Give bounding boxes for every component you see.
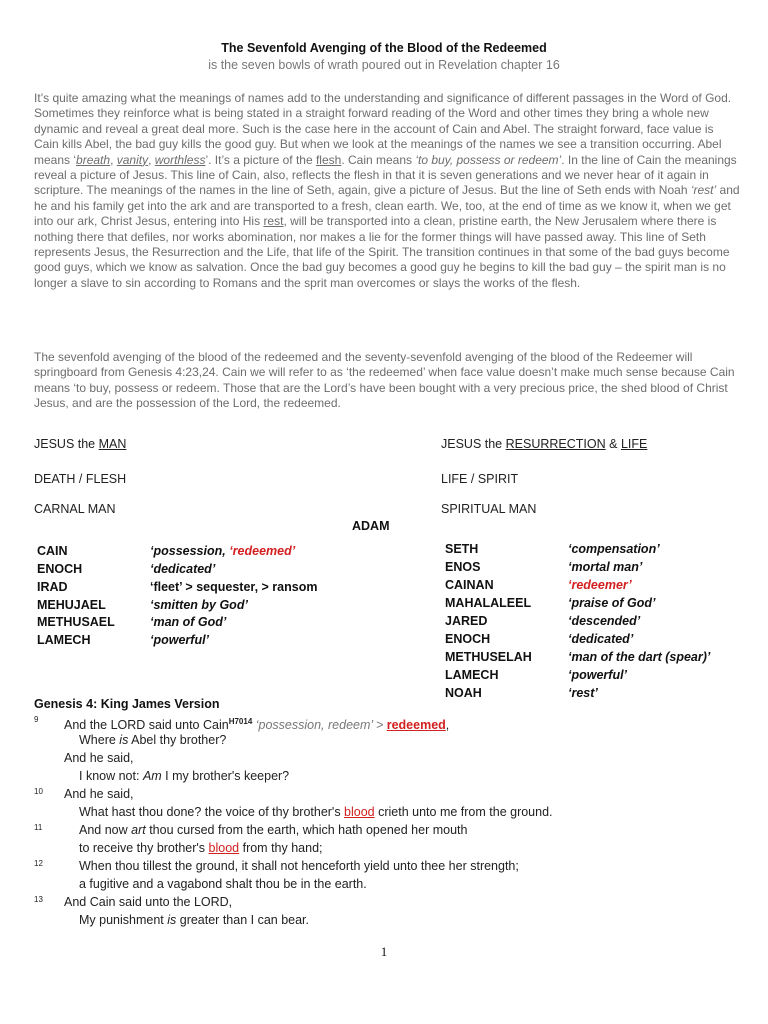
intro-paragraph: It’s quite amazing what the meanings of names add to the understanding and significance of different passages in the Word of God. Sometimes they reinforce what is being stated in a straight forward reading of the Word and other times they bring a whole new dynamic and reveal a great deal more. Such is the case here in the account of Cain and Abel. The straight forward, face value is Cain kills Abel, the bad guy kills the good guy. But when we look at the meanings of the names we see a transition occurring. Abel means ‘breath, vanity, worthless’. It’s a picture of the flesh. Cain means ‘to buy, possess or redeem’. In the line of Cain the meanings reveal a picture of Jesus. This line of Cain, also, reflects the flesh in that it is seven generations and we never hear of it again in scripture. The meanings of the names in the line of Seth, again, give a picture of Jesus. But the line of Seth ends with Noah ‘rest’ and he and his family get into the ark and are transported to a fresh, clean earth. We, too, at the end of time as we know it, when we get into our ark, Christ Jesus, entering into His rest, will be transported into a clean, pristine earth, the New Jerusalem where there is nothing there that defiles, nor works abomination, nor makes a lie for the former things will have passed away. This line of Seth represents Jesus, the Resurrection and the Life, that life of the Spirit. The transition continues in that some of the bad guys become good guys, which we know as salvation. Once the bad guy becomes a good guy he begins to kill the bad guy – the spirit man is no longer a slave to sin according to Romans and the sprit man overcomes or slays the works of the flesh. bbox=[34, 91, 740, 290]
list-item: ‘man of the dart (spear)’ bbox=[568, 650, 711, 664]
list-item: MEHUJAEL bbox=[37, 598, 106, 612]
list-item: ‘descended’ bbox=[568, 614, 641, 628]
verse-number: 11 bbox=[34, 823, 43, 832]
verse-line: When thou tillest the ground, it shall not henceforth yield unto thee her strength; bbox=[79, 859, 519, 873]
list-item: METHUSAEL bbox=[37, 615, 115, 629]
left-row-death-flesh: DEATH / FLESH bbox=[34, 472, 127, 486]
left-row-carnal-man: CARNAL MAN bbox=[34, 502, 116, 516]
verse-line: I know not: Am I my brother's keeper? bbox=[79, 769, 290, 783]
verse-number: 13 bbox=[34, 895, 43, 904]
verse-line: Where is Abel thy brother? bbox=[79, 733, 227, 747]
verse-number: 10 bbox=[34, 787, 43, 796]
list-item: ENOS bbox=[445, 560, 481, 574]
verse-line: And Cain said unto the LORD, bbox=[64, 895, 233, 909]
list-item: ‘mortal man’ bbox=[568, 560, 643, 574]
genesis-heading: Genesis 4: King James Version bbox=[34, 697, 220, 711]
verse-line: My punishment is greater than I can bear. bbox=[79, 913, 309, 927]
list-item: ENOCH bbox=[445, 632, 491, 646]
verse-line: What hast thou done? the voice of thy brother's blood crieth unto me from the ground. bbox=[79, 805, 553, 819]
list-item: MAHALALEEL bbox=[445, 596, 532, 610]
list-item: ‘redeemer’ bbox=[568, 578, 632, 592]
list-item: ‘compensation’ bbox=[568, 542, 660, 556]
list-item: LAMECH bbox=[37, 633, 91, 647]
right-heading: JESUS the RESURRECTION & LIFE bbox=[441, 437, 648, 451]
page-number: 1 bbox=[380, 944, 388, 959]
list-item: ‘dedicated’ bbox=[150, 562, 216, 576]
list-item: NOAH bbox=[445, 686, 482, 700]
right-row-life-spirit: LIFE / SPIRIT bbox=[441, 472, 519, 486]
right-row-spiritual-man: SPIRITUAL MAN bbox=[441, 502, 537, 516]
list-item: CAIN bbox=[37, 544, 68, 558]
second-paragraph: The sevenfold avenging of the blood of the redeemed and the seventy-sevenfold avenging of the blood of the Redeemer will springboard from Genesis 4:23,24. Cain we will refer to as ‘the redeemed’ when face value doesn’t make much sense because Cain means ‘to buy, possess or redeem. Those that are the Lord’s have been bought with a very precious price, the shed blood of Christ Jesus, and are the possession of the Lord, the redeemed. bbox=[34, 350, 735, 411]
list-item: ‘man of God’ bbox=[150, 615, 227, 629]
verse-line: And the LORD said unto Cain$^{H7014}$ ‘possession, redeem’ > redeemed, bbox=[64, 717, 450, 733]
list-item: ‘fleet’ > sequester, > ransom bbox=[150, 580, 318, 594]
list-item: ‘possession, ‘redeemed’ bbox=[150, 544, 296, 558]
verse-line: And he said, bbox=[64, 751, 134, 765]
list-item: IRAD bbox=[37, 580, 68, 594]
list-item: ‘powerful’ bbox=[568, 668, 628, 682]
verse-line: And now art thou cursed from the earth, which hath opened her mouth bbox=[79, 823, 468, 837]
list-item: ‘dedicated’ bbox=[568, 632, 634, 646]
verse-line: And he said, bbox=[64, 787, 134, 801]
list-item: JARED bbox=[445, 614, 488, 628]
verse-number: 9 bbox=[34, 715, 39, 724]
verse-line: a fugitive and a vagabond shalt thou be in the earth. bbox=[79, 877, 367, 891]
left-heading: JESUS the MAN bbox=[34, 437, 127, 451]
list-item: METHUSELAH bbox=[445, 650, 532, 664]
list-item: LAMECH bbox=[445, 668, 499, 682]
document-subtitle: is the seven bowls of wrath poured out in Revelation chapter 16 bbox=[208, 58, 560, 72]
adam-label: ADAM bbox=[352, 519, 390, 533]
verse-number: 12 bbox=[34, 859, 43, 868]
verse-line: to receive thy brother's blood from thy hand; bbox=[79, 841, 323, 855]
list-item: CAINAN bbox=[445, 578, 494, 592]
list-item: ‘smitten by God’ bbox=[150, 598, 248, 612]
list-item: ENOCH bbox=[37, 562, 83, 576]
document-title: The Sevenfold Avenging of the Blood of the Redeemed bbox=[221, 41, 547, 55]
list-item: SETH bbox=[445, 542, 479, 556]
list-item: ‘rest’ bbox=[568, 686, 598, 700]
list-item: ‘powerful’ bbox=[150, 633, 210, 647]
list-item: ‘praise of God’ bbox=[568, 596, 656, 610]
